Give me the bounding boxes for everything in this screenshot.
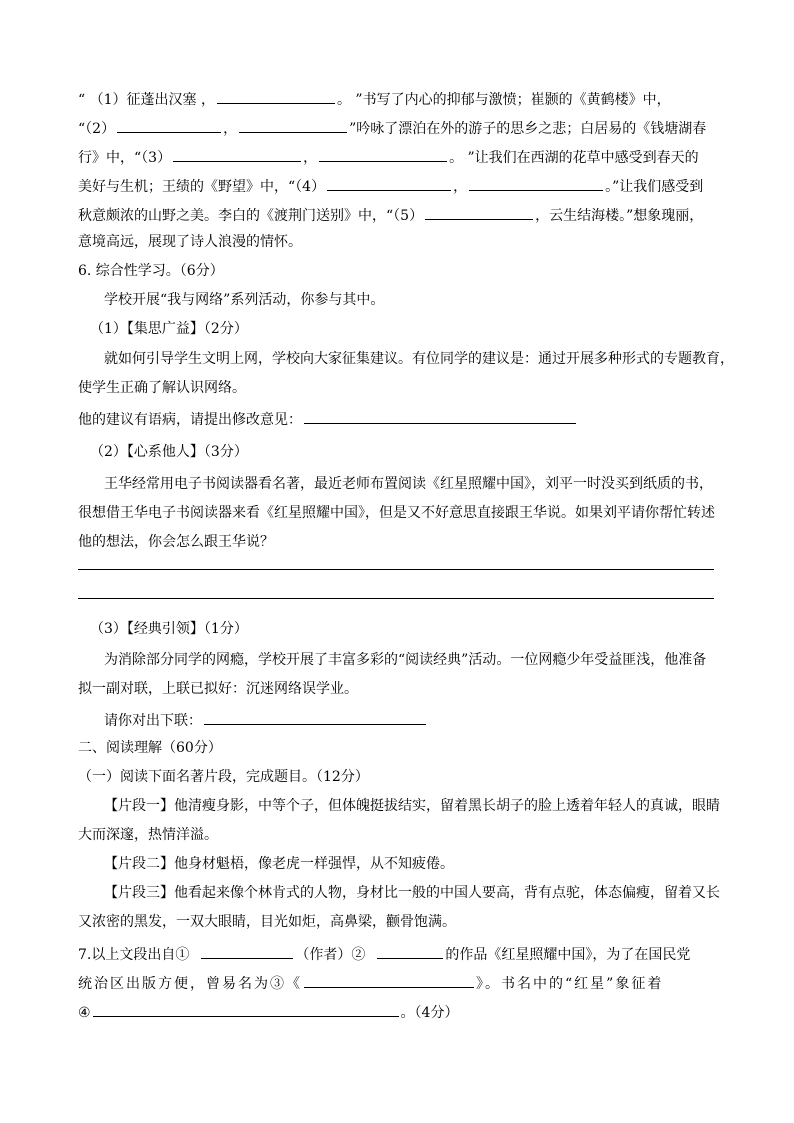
fragment-2: 【片段二】他身材魁梧，像老虎一样强悍，从不知疲倦。 bbox=[104, 856, 454, 872]
answer-blank-3b[interactable] bbox=[319, 146, 447, 162]
q7-line-1 bbox=[78, 943, 690, 964]
poetry-line-1 bbox=[78, 88, 671, 109]
q6-part3-text: 为消除部分同学的网瘾，学校开展了丰富多彩的“阅读经典”活动。一位网瘾少年受益匪浅，他准备 bbox=[104, 652, 707, 668]
poetry-text: ， bbox=[303, 150, 318, 166]
q7-text: （作者）② bbox=[295, 947, 366, 963]
poetry-text: 。”让我们感受到 bbox=[605, 179, 704, 195]
poetry-text: “（2） bbox=[78, 121, 116, 137]
poetry-line-2 bbox=[78, 117, 706, 138]
poetry-text: ”吟咏了漂泊在外的游子的思乡之悲；白居易的《钱塘湖春 bbox=[349, 121, 707, 137]
poetry-text: 美好与生机；王绩的《野望》中，“（4） bbox=[78, 179, 326, 195]
q6-intro: 学校开展“我与网络”系列活动，你参与其中。 bbox=[104, 292, 385, 308]
q6-part3-text: 拟一副对联，上联已拟好：沉迷网络误学业。 bbox=[78, 681, 358, 697]
q7-text: 。（4分） bbox=[400, 1005, 459, 1021]
prompt-text: 他的建议有语病，请提出修改意见： bbox=[78, 412, 302, 428]
author-blank[interactable] bbox=[201, 943, 293, 959]
answer-blank-4a[interactable] bbox=[327, 175, 451, 191]
q6-part1-text: 就如何引导学生文明上网，学校向大家征集建议。有位同学的建议是：通过开展多种形式的专题教育， bbox=[104, 351, 734, 367]
work-blank[interactable] bbox=[377, 943, 443, 959]
q6-title: 6. 综合性学习。（6分） bbox=[78, 263, 224, 279]
answer-blank-4b[interactable] bbox=[469, 175, 603, 191]
fragment-3: 【片段三】他看起来像个林肯式的人物，身材比一般的中国人要高，背有点驼，体态偏瘦，留着又长 bbox=[104, 885, 720, 901]
poetry-text: 。 ”让我们在西湖的花草中感受到春天的 bbox=[449, 150, 699, 166]
q7-line-3 bbox=[78, 1001, 458, 1022]
poetry-text: “ （1）征蓬出汉塞 ， bbox=[78, 92, 215, 108]
q6-part1-heading: （1）【集思广益】（2分） bbox=[90, 321, 248, 337]
q6-part3-prompt bbox=[104, 709, 428, 730]
answer-line-1[interactable] bbox=[78, 569, 714, 570]
poetry-line-3 bbox=[78, 146, 699, 167]
answer-blank-5[interactable] bbox=[425, 204, 533, 220]
q7-text: ④ bbox=[78, 1005, 91, 1021]
poetry-text: 秋意颇浓的山野之美。李白的《渡荆门送别》中，“（5） bbox=[78, 208, 424, 224]
section-2-title: 二、阅读理解（60分） bbox=[78, 740, 222, 756]
q6-part2-text: 他的想法，你会怎么跟王华说？ bbox=[78, 534, 274, 550]
q7-text: 的作品《红星照耀中国》，为了在国民党 bbox=[445, 947, 691, 963]
q6-part2-heading: （2）【心系他人】（3分） bbox=[90, 444, 248, 460]
q7-text: 7.以上文段出自① bbox=[78, 947, 190, 963]
poetry-text: 行》中，“（3） bbox=[78, 150, 172, 166]
section-2-subtitle: （一）阅读下面名著片段，完成题目。（12分） bbox=[78, 769, 369, 785]
prompt-text: 请你对出下联： bbox=[104, 713, 202, 729]
fragment-1-cont: 大而深邃，热情洋溢。 bbox=[78, 827, 218, 843]
q7-text: 》。书名中的“红星”象征着 bbox=[476, 976, 664, 992]
q6-part2-text: 王华经常用电子书阅读器看名著，最近老师布置阅读《红星照耀中国》，刘平一时没买到纸质的书， bbox=[104, 476, 713, 492]
answer-blank-2b[interactable] bbox=[239, 117, 347, 133]
poetry-line-6: 意境高远，展现了诗人浪漫的情怀。 bbox=[78, 234, 302, 250]
poetry-line-5 bbox=[78, 204, 703, 225]
q7-line-2 bbox=[78, 972, 663, 993]
poetry-text: 。 ”书写了内心的抑郁与激愤；崔颢的《黄鹤楼》中， bbox=[336, 92, 671, 108]
couplet-answer-blank[interactable] bbox=[204, 709, 426, 725]
answer-blank-3a[interactable] bbox=[173, 146, 301, 162]
symbol-blank[interactable] bbox=[93, 1001, 399, 1017]
poetry-text: ， bbox=[223, 121, 238, 137]
poetry-line-4 bbox=[78, 175, 703, 196]
q6-part1-prompt bbox=[78, 408, 578, 429]
poetry-text: ， bbox=[453, 179, 468, 195]
answer-line-2[interactable] bbox=[78, 598, 714, 599]
q6-part1-text: 使学生正确了解认识网络。 bbox=[78, 380, 246, 396]
answer-blank-2a[interactable] bbox=[117, 117, 221, 133]
q6-part3-heading: （3）【经典引领】（1分） bbox=[90, 621, 248, 637]
title-blank[interactable] bbox=[304, 972, 474, 988]
answer-blank-1[interactable] bbox=[217, 88, 335, 104]
fragment-1: 【片段一】他清瘦身影，中等个子，但体魄挺拔结实，留着黑长胡子的脸上透着年轻人的真诚，眼睛 bbox=[104, 798, 720, 814]
fragment-3-cont: 又浓密的黑发，一双大眼睛，目光如炬，高鼻梁，颧骨饱满。 bbox=[78, 914, 456, 930]
revision-answer-blank[interactable] bbox=[304, 408, 576, 424]
q7-text: 统治区出版方便，曾易名为③《 bbox=[78, 976, 302, 992]
poetry-text: ，云生结海楼。”想象瑰丽， bbox=[535, 208, 704, 224]
q6-part2-text: 很想借王华电子书阅读器来看《红星照耀中国》，但是又不好意思直接跟王华说。如果刘平请你帮忙转述 bbox=[78, 505, 715, 521]
